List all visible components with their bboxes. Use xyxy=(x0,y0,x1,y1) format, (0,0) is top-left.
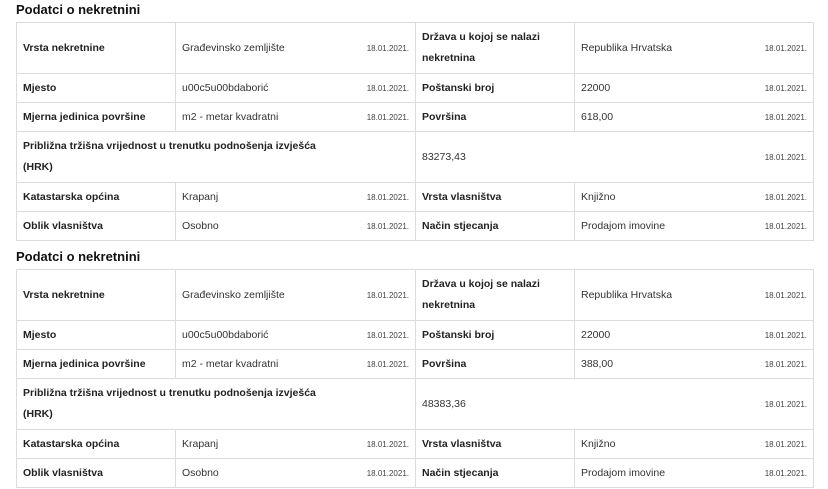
value-text: Građevinsko zemljište xyxy=(182,42,285,54)
table-row xyxy=(17,74,814,103)
date-stamp: 18.01.2021. xyxy=(366,469,409,478)
value-drzava xyxy=(575,270,814,321)
value-postanski-broj xyxy=(575,321,814,350)
value-vrsta-vlasnistva xyxy=(575,183,814,212)
section-title: Podatci o nekretnini xyxy=(16,2,141,17)
value-text: m2 - metar kvadratni xyxy=(182,358,279,370)
table-row xyxy=(17,103,814,132)
date-stamp: 18.01.2021. xyxy=(764,291,807,300)
value-katastarska-opcina xyxy=(176,183,416,212)
label-drzava: Država u kojoj se nalazi nekretnina xyxy=(416,23,575,74)
value-text: u00c5u00bdaborić xyxy=(182,329,269,341)
date-stamp: 18.01.2021. xyxy=(366,440,409,449)
date-stamp: 18.01.2021. xyxy=(764,222,807,231)
date-stamp: 18.01.2021. xyxy=(366,222,409,231)
date-stamp: 18.01.2021. xyxy=(764,193,807,202)
label-text: Približna tržišna vrijednost u trenutku podnošenja izvješća (HRK) xyxy=(23,140,316,173)
section-title: Podatci o nekretnini xyxy=(16,249,141,264)
value-text: m2 - metar kvadratni xyxy=(182,111,279,123)
table-row xyxy=(17,350,814,379)
table-row xyxy=(17,212,814,241)
table-row xyxy=(17,23,814,74)
date-stamp: 18.01.2021. xyxy=(764,331,807,340)
table-row xyxy=(17,270,814,321)
date-stamp: 18.01.2021. xyxy=(764,113,807,122)
label-vrsta-nekretnine: Vrsta nekretnine xyxy=(17,270,176,321)
date-stamp: 18.01.2021. xyxy=(764,400,807,409)
label-nacin-stjecanja: Način stjecanja xyxy=(416,459,575,488)
value-mjerna-jedinica xyxy=(176,103,416,132)
value-trzisna-vrijednost xyxy=(416,132,814,183)
value-text: 22000 xyxy=(581,329,611,341)
date-stamp: 18.01.2021. xyxy=(764,440,807,449)
label-mjerna-jedinica: Mjerna jedinica površine xyxy=(17,350,176,379)
value-povrsina xyxy=(575,350,814,379)
date-stamp: 18.01.2021. xyxy=(366,360,409,369)
label-text: Približna tržišna vrijednost u trenutku podnošenja izvješća (HRK) xyxy=(23,387,316,420)
value-mjesto xyxy=(176,321,416,350)
value-text: 22000 xyxy=(581,82,611,94)
value-text: Krapanj xyxy=(182,438,219,450)
table-row xyxy=(17,459,814,488)
label-povrsina: Površina xyxy=(416,103,575,132)
value-text: 48383,36 xyxy=(422,398,466,410)
label-katastarska-opcina: Katastarska općina xyxy=(17,430,176,459)
value-text: Osobno xyxy=(182,220,219,232)
value-vrsta-nekretnine xyxy=(176,23,416,74)
date-stamp: 18.01.2021. xyxy=(366,113,409,122)
value-text: Prodajom imovine xyxy=(581,220,666,232)
label-vrsta-vlasnistva: Vrsta vlasništva xyxy=(416,183,575,212)
value-mjesto xyxy=(176,74,416,103)
label-trzisna-vrijednost xyxy=(17,379,416,430)
label-oblik-vlasnistva: Oblik vlasništva xyxy=(17,212,176,241)
table-row xyxy=(17,379,814,430)
table-row xyxy=(17,132,814,183)
value-text: Krapanj xyxy=(182,191,219,203)
label-mjerna-jedinica: Mjerna jedinica površine xyxy=(17,103,176,132)
value-vrsta-nekretnine xyxy=(176,270,416,321)
table-row xyxy=(17,430,814,459)
date-stamp: 18.01.2021. xyxy=(366,291,409,300)
date-stamp: 18.01.2021. xyxy=(764,469,807,478)
label-mjesto: Mjesto xyxy=(17,321,176,350)
date-stamp: 18.01.2021. xyxy=(764,153,807,162)
label-postanski-broj: Poštanski broj xyxy=(416,74,575,103)
label-vrsta-vlasnistva: Vrsta vlasništva xyxy=(416,430,575,459)
date-stamp: 18.01.2021. xyxy=(366,44,409,53)
property-table xyxy=(16,269,814,488)
value-text: Građevinsko zemljište xyxy=(182,289,285,301)
label-povrsina: Površina xyxy=(416,350,575,379)
property-table xyxy=(16,22,814,241)
value-povrsina xyxy=(575,103,814,132)
date-stamp: 18.01.2021. xyxy=(366,331,409,340)
label-drzava: Država u kojoj se nalazi nekretnina xyxy=(416,270,575,321)
label-trzisna-vrijednost xyxy=(17,132,416,183)
value-text: Osobno xyxy=(182,467,219,479)
value-katastarska-opcina xyxy=(176,430,416,459)
value-mjerna-jedinica xyxy=(176,350,416,379)
value-nacin-stjecanja xyxy=(575,459,814,488)
value-text: 618,00 xyxy=(581,111,614,123)
label-oblik-vlasnistva: Oblik vlasništva xyxy=(17,459,176,488)
date-stamp: 18.01.2021. xyxy=(366,84,409,93)
value-text: 388,00 xyxy=(581,358,614,370)
value-oblik-vlasnistva xyxy=(176,459,416,488)
label-mjesto: Mjesto xyxy=(17,74,176,103)
value-text: Republika Hrvatska xyxy=(581,42,673,54)
date-stamp: 18.01.2021. xyxy=(764,44,807,53)
value-drzava xyxy=(575,23,814,74)
label-nacin-stjecanja: Način stjecanja xyxy=(416,212,575,241)
table-row xyxy=(17,321,814,350)
label-katastarska-opcina: Katastarska općina xyxy=(17,183,176,212)
value-text: Republika Hrvatska xyxy=(581,289,673,301)
value-text: Knjižno xyxy=(581,191,616,203)
value-nacin-stjecanja xyxy=(575,212,814,241)
value-text: Prodajom imovine xyxy=(581,467,666,479)
value-text: 83273,43 xyxy=(422,151,466,163)
label-postanski-broj: Poštanski broj xyxy=(416,321,575,350)
value-vrsta-vlasnistva xyxy=(575,430,814,459)
date-stamp: 18.01.2021. xyxy=(764,84,807,93)
value-postanski-broj xyxy=(575,74,814,103)
date-stamp: 18.01.2021. xyxy=(764,360,807,369)
property-section-2 xyxy=(16,249,813,488)
property-section-1 xyxy=(16,2,813,241)
label-vrsta-nekretnine: Vrsta nekretnine xyxy=(17,23,176,74)
table-row xyxy=(17,183,814,212)
date-stamp: 18.01.2021. xyxy=(366,193,409,202)
value-trzisna-vrijednost xyxy=(416,379,814,430)
value-oblik-vlasnistva xyxy=(176,212,416,241)
value-text: Knjižno xyxy=(581,438,616,450)
value-text: u00c5u00bdaborić xyxy=(182,82,269,94)
